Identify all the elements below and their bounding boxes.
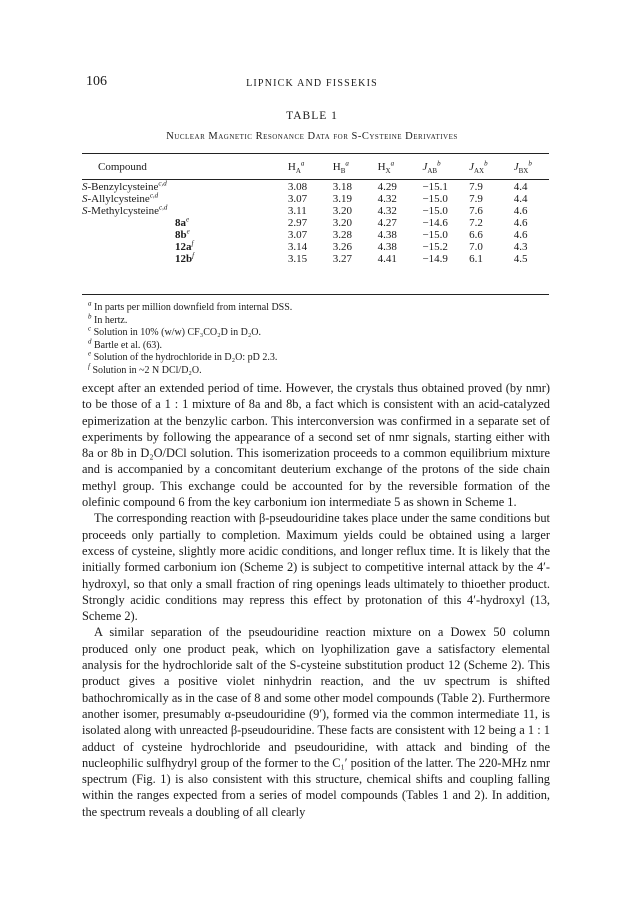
table-cell: 3.14 bbox=[287, 241, 308, 253]
compound-name-cell bbox=[82, 229, 288, 241]
table-row bbox=[82, 193, 549, 205]
column-header-footnote-mark: b bbox=[437, 159, 441, 168]
table-cell: 3.26 bbox=[332, 241, 352, 253]
footnote-text: In parts per million downfield from internal DSS. bbox=[91, 302, 293, 313]
footnote-text: In hertz. bbox=[91, 314, 128, 326]
compound-name: 8a bbox=[175, 217, 186, 229]
table-row bbox=[82, 217, 549, 229]
table-cell: −14.9 bbox=[422, 253, 448, 265]
compound-footnote-mark: e bbox=[186, 215, 190, 224]
table-row bbox=[82, 241, 549, 253]
table-cell: 4.3 bbox=[513, 241, 528, 253]
sulfur-prefix: S bbox=[82, 193, 88, 205]
column-header-subscript: AX bbox=[473, 167, 485, 176]
compound-footnote-mark: f bbox=[191, 239, 194, 248]
table-cell: 7.9 bbox=[469, 181, 483, 193]
footnote-mark: a bbox=[88, 299, 92, 308]
sulfur-prefix: S bbox=[82, 181, 88, 193]
column-header bbox=[514, 157, 549, 177]
table-cell: 4.27 bbox=[377, 217, 397, 229]
table-cell: 6.1 bbox=[469, 253, 483, 265]
compound-footnote-mark: c,d bbox=[158, 179, 167, 188]
table-cell: 4.38 bbox=[377, 229, 397, 241]
footnote-text: Solution in 10% (w/w) CF₃CO₂D in D₂O. bbox=[91, 327, 262, 339]
footnote-mark: f bbox=[88, 362, 90, 371]
compound-name: -Benzylcysteine bbox=[87, 181, 159, 193]
table-cell: −14.6 bbox=[422, 217, 448, 229]
footnote-text: Solution of the hydrochloride in D₂O: pD 2.3. bbox=[91, 352, 278, 364]
table-cell: 4.32 bbox=[377, 205, 397, 217]
footnote bbox=[88, 362, 292, 378]
body-paragraph: A similar separation of the pseudouridine reaction mixture on a Dowex 50 column produced only one product peak, which on lyophilization gave a satisfactory elemental analysis for the hydrochloride salt of the S-cysteine substitution product 12 (Scheme 2). This product gives a positive violet ninhydrin reaction, and the uv spectrum is shifted bathochromically as in the case of 8 and some other model compounds (Table 2). Furthermore another isomer, presumably α-pseudouridine (9′), formed via the common intermediate 11, is isolated along with unreacted β-pseudouridine. These facts are consistent with 12 being a 1 : 1 adduct of cysteine hydrochloride and pseudouridine, with attack and binding of the nucleophilic sulfhydryl group of the former to the C₁′ position of the latter. The 220-MHz nmr spectrum (Fig. 1) is also consistent with this structure, chemical shifts and coupling falling within the ranges expected from a series of model compounds (Tables 1 and 2). In addition, the spectrum reveals a doubling of all clearly bbox=[82, 625, 550, 819]
column-header-label: H bbox=[332, 161, 341, 173]
compound-name-cell bbox=[82, 253, 288, 265]
column-header-subscript: BX bbox=[518, 167, 529, 176]
table-cell: 7.2 bbox=[469, 217, 483, 229]
table-header-row bbox=[82, 157, 549, 177]
column-header-footnote-mark: b bbox=[528, 159, 532, 168]
table-cell: 4.5 bbox=[513, 253, 528, 265]
table-cell: 3.28 bbox=[332, 229, 352, 241]
column-header bbox=[422, 157, 469, 177]
footnote-mark: e bbox=[88, 350, 92, 359]
body-paragraph: The corresponding reaction with β-pseudouridine takes place under the same conditions but proceeds only partially to completion. Maximum yields could be obtained using a larger excess of cysteine, slightly more acidic conditions, and longer reflux time. It is likely that the initially formed carbonium ion (Scheme 2) is subject to competitive internal attack by the 4′-hydroxyl, so that only a small fraction of ring openings leads ultimately to thioether product. Strongly acidic conditions may repress this effect by protonation of this 4′-hydroxyl (13, Scheme 2). bbox=[82, 511, 550, 624]
table-cell: 4.32 bbox=[377, 193, 397, 205]
footnote-mark: d bbox=[88, 337, 92, 346]
column-header-footnote-mark: b bbox=[484, 159, 488, 168]
compound-footnote-mark: c,d bbox=[149, 191, 159, 200]
column-header bbox=[378, 157, 423, 177]
table-label: TABLE 1 bbox=[286, 110, 338, 122]
compound-name-cell bbox=[82, 217, 288, 229]
table-cell: 4.6 bbox=[513, 205, 528, 217]
table-cell: 3.20 bbox=[332, 217, 352, 229]
table-cell: 3.15 bbox=[287, 253, 308, 265]
compound-name: -Methylcysteine bbox=[87, 205, 159, 217]
column-header bbox=[288, 157, 333, 177]
footnote bbox=[88, 312, 292, 328]
column-header-label: J bbox=[513, 161, 519, 173]
table-cell: 3.11 bbox=[287, 205, 307, 217]
column-header-subscript: A bbox=[295, 167, 301, 176]
column-header-label: H bbox=[287, 161, 296, 173]
table-top-rule bbox=[82, 153, 549, 154]
column-header-subscript: X bbox=[385, 167, 391, 176]
table-cell: 3.07 bbox=[287, 193, 308, 205]
compound-footnote-mark: f bbox=[192, 251, 195, 260]
running-head: LIPNICK AND FISSEKIS bbox=[246, 78, 378, 89]
table-cell: 4.4 bbox=[513, 193, 528, 205]
column-header bbox=[82, 157, 288, 177]
compound-name-cell bbox=[82, 241, 288, 253]
table-cell: 3.18 bbox=[332, 181, 352, 193]
footnote-mark: c bbox=[88, 324, 92, 333]
table-cell: 7.9 bbox=[469, 193, 483, 205]
column-header bbox=[469, 157, 514, 177]
table-cell: 3.20 bbox=[332, 205, 352, 217]
body-text bbox=[82, 380, 550, 820]
column-header-subscript: AB bbox=[427, 167, 438, 176]
table-row bbox=[82, 229, 549, 241]
table-cell: 2.97 bbox=[287, 217, 308, 229]
compound-footnote-mark: c,d bbox=[158, 203, 168, 212]
table-cell: 4.6 bbox=[513, 229, 528, 241]
table-cell: −15.0 bbox=[422, 229, 448, 241]
compound-name: -Allylcysteine bbox=[87, 193, 150, 205]
footnote bbox=[88, 299, 293, 315]
column-header-label: J bbox=[469, 161, 474, 173]
table-cell: 7.6 bbox=[469, 205, 483, 217]
table-bottom-rule bbox=[82, 294, 549, 295]
column-header-footnote-mark: a bbox=[345, 159, 349, 168]
page-number: 106 bbox=[86, 74, 107, 89]
column-header-subscript: B bbox=[340, 167, 346, 176]
table-cell: 6.6 bbox=[469, 229, 483, 241]
table-row bbox=[82, 253, 549, 265]
table-cell: 4.29 bbox=[377, 181, 397, 193]
table-cell: 4.4 bbox=[513, 181, 528, 193]
column-header-label: Compound bbox=[98, 161, 147, 173]
footnote bbox=[88, 324, 292, 340]
table-cell: −15.0 bbox=[422, 193, 448, 205]
sulfur-prefix: S bbox=[82, 205, 88, 217]
table-title: Nuclear Magnetic Resonance Data for S-Cysteine Derivatives bbox=[166, 131, 458, 142]
table-cell: −15.1 bbox=[422, 181, 448, 193]
table-cell: 3.08 bbox=[287, 181, 308, 193]
table-cell: −15.0 bbox=[422, 205, 448, 217]
table-cell: 4.38 bbox=[377, 241, 397, 253]
footnote-text: Solution in ~2 N DCl/D₂O. bbox=[89, 364, 202, 376]
nmr-data-table bbox=[82, 157, 549, 265]
table-footnotes bbox=[88, 299, 293, 378]
compound-name-cell bbox=[82, 177, 288, 193]
column-header bbox=[333, 157, 378, 177]
table-cell: 4.41 bbox=[377, 253, 397, 265]
compound-footnote-mark: e bbox=[186, 227, 190, 236]
compound-name-cell bbox=[82, 193, 288, 205]
table-body bbox=[82, 177, 549, 265]
compound-name-cell bbox=[82, 205, 288, 217]
table-cell: 3.07 bbox=[287, 229, 308, 241]
compound-name: 8b bbox=[175, 229, 187, 241]
column-header-label: J bbox=[422, 161, 428, 173]
column-header-footnote-mark: a bbox=[390, 159, 395, 168]
footnote-mark: b bbox=[88, 312, 92, 321]
table-row bbox=[82, 205, 549, 217]
table-cell: 7.0 bbox=[469, 241, 483, 253]
footnote bbox=[88, 352, 292, 365]
column-header-footnote-mark: a bbox=[300, 159, 305, 168]
compound-name: 12b bbox=[175, 253, 193, 265]
table-cell: 3.27 bbox=[332, 253, 352, 265]
compound-name: 12a bbox=[175, 241, 192, 253]
table-cell: −15.2 bbox=[422, 241, 448, 253]
footnote bbox=[88, 337, 292, 353]
table-cell: 3.19 bbox=[332, 193, 352, 205]
footnote-text: Bartle et al. (63). bbox=[91, 339, 163, 351]
body-paragraph: except after an extended period of time. However, the crystals thus obtained proved (by nmr) to be those of a 1 : 1 mixture of 8a and 8b, a fact which is consistent with an acid-catalyzed epimerization at the benzylic carbon. This interconversion was confirmed in a separate set of experiments by following the appearance of a second set of nmr signals, starting either with 8a or 8b in D₂O/DCl solution. This isomerization proceeds to a common equilibrium mixture and is accompanied by a concomitant deuterium exchange of the protons of the side chain methyl group. This exchange could be accounted for by the reversible formation of the olefinic compound 6 from the key carbonium ion intermediate 5 as shown in Scheme 1. bbox=[82, 381, 550, 510]
column-header-label: H bbox=[377, 161, 386, 173]
table-cell: 4.6 bbox=[513, 217, 528, 229]
